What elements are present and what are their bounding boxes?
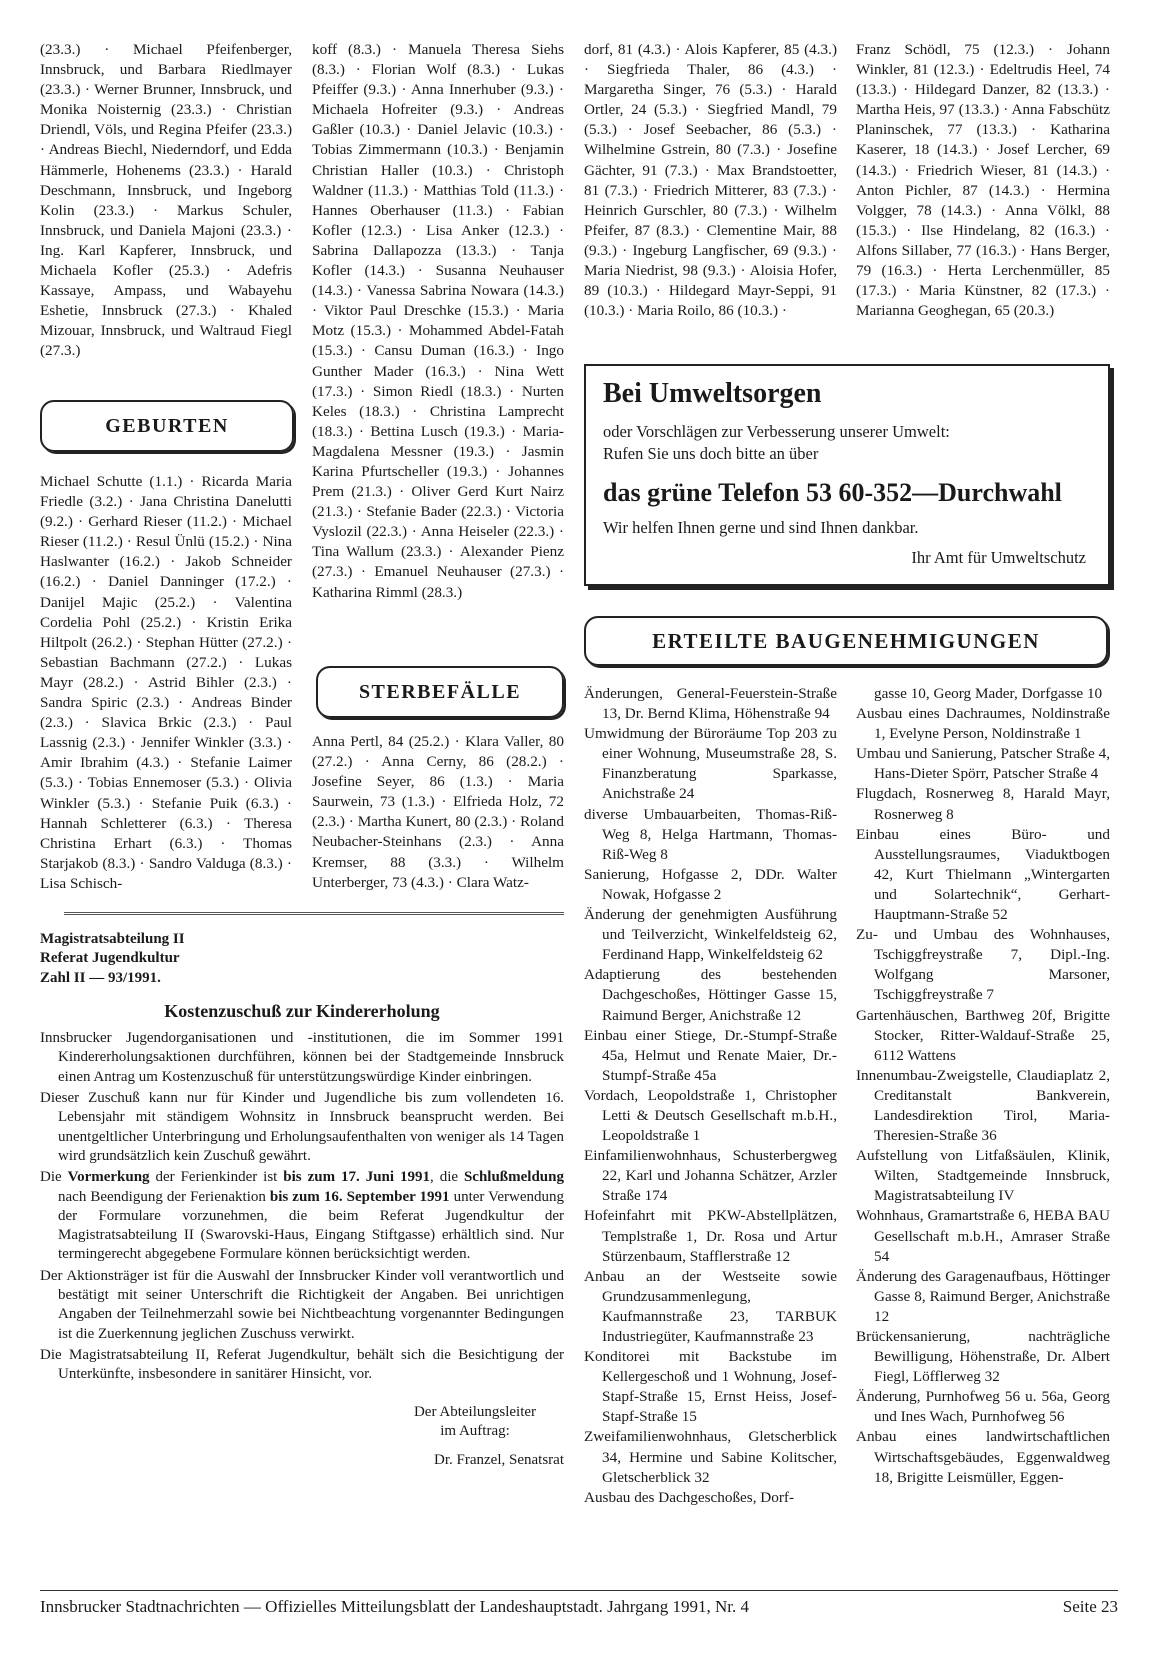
permit-entry: Gartenhäuschen, Barthweg 20f, Brigitte Stocker, Ritter-Waldauf-Straße 25, 6112 Wattens — [856, 1006, 1110, 1064]
notice-divider — [64, 912, 564, 915]
notice-block — [40, 930, 564, 1470]
baugenehmigungen-heading-text: ERTEILTE BAUGENEHMIGUNGEN — [652, 629, 1040, 653]
permit-entry: Wohnhaus, Gramartstraße 6, HEBA BAU Gesellschaft m.b.H., Amraser Straße 54 — [856, 1207, 1110, 1265]
permit-entry: Zweifamilienwohnhaus, Gletscherblick 34, Hermine und Sabine Kolitscher, Gletscherblick 32 — [584, 1428, 837, 1486]
permit-entry: Flugdach, Rosnerweg 8, Harald Mayr, Rosnerweg 8 — [856, 785, 1110, 823]
umwelt-phone: das grüne Telefon 53 60-352—Durchwahl — [603, 478, 1062, 507]
baugenehmigungen-heading — [584, 616, 1108, 666]
permit-entry: Änderung der genehmigten Ausführung und Teilverzicht, Winkelfeldsteig 62, Ferdinand Happ, Winkelfeldsteig 62 — [584, 906, 837, 964]
marriages-continued: (23.3.) · Michael Pfeifenberger, Innsbruck, und Barbara Riedlmayer (23.3.) · Werner Brunner, Innsbruck, und Monika Noisternig (23.3.) · Christian Driendl, Völs, und Regina Pfeifer (23.3.) · Andreas Biechl, Niederndorf, und Edda Hämmerle, Hohenems (23.3.) · Harald Deschmann, Innsbruck, und Ingeborg Kolin (23.3.) · Markus Schuler, Innsbruck, und Daniela Majoni (23.3.) · Ing. Karl Kapferer, Innsbruck, und Michaela Kofler (25.3.) · Adefris Kassaye, Ampass, und Wabayehu Eshetie, Innsbruck (27.3.) · Khaled Mizouar, Innsbruck, und Waltraud Fiegl (27.3.) — [40, 41, 292, 360]
notice-p3-bold: bis zum 16. September 1991 — [269, 1188, 450, 1205]
permit-entry: Einbau eines Büro- und Ausstellungsraumes, Viaduktbogen 42, Kurt Thielmann „Wintergarten und Solartechnik“, Gerhart-Hauptmann-Straße 52 — [856, 825, 1110, 924]
sterbefaelle-heading — [316, 666, 564, 718]
notice-signature-3: Dr. Franzel, Senatsrat — [434, 1452, 564, 1469]
sterbefaelle-column-2 — [312, 732, 564, 893]
notice-dept-1: Magistratsabteilung II — [40, 931, 185, 947]
page-footer — [40, 1590, 1118, 1617]
column-1 — [40, 40, 292, 362]
page-number: Seite 23 — [1062, 1597, 1118, 1616]
permit-entry: Adaptierung des bestehenden Dachgeschoßes, Höttinger Gasse 15, Raimund Berger, Anichstraße 12 — [584, 966, 837, 1024]
permit-entry: Änderungen, General-Feuerstein-Straße 13, Dr. Bernd Klima, Höhenstraße 94 — [584, 685, 837, 723]
sterbefaelle-column-3 — [584, 40, 837, 321]
umwelt-line-1: oder Vorschlägen zur Verbesserung unserer Umwelt: — [603, 422, 950, 441]
footer-text: Innsbrucker Stadtnachrichten — Offizielles Mitteilungsblatt der Landeshauptstadt. Jahrgang 1991, Nr. 4 — [40, 1597, 749, 1616]
notice-signature — [410, 1403, 540, 1442]
baugenehmigungen-column-4 — [856, 684, 1110, 1488]
deaths-list-part-3: Franz Schödl, 75 (12.3.) · Johann Winkler, 81 (12.3.) · Edeltrudis Heel, 74 (13.3.) · Hildegard Danzer, 82 (13.3.) · Martha Heis, 97 (13.3.) · Anna Fabschütz Planinschek, 77 (13.3.) · Katharina Kaserer, 18 (14.3.) · Josef Lercher, 69 (14.3.) · Friedrich Wieser, 81 (14.3.) · Anton Pichler, 87 (14.3.) · Hermina Volgger, 78 (14.3.) · Anna Völkl, 88 (15.3.) · Ilse Hindelang, 82 (16.3.) · Alfons Sillaber, 77 (16.3.) · Hans Berger, 79 (16.3.) · Herta Lerchenmüller, 85 (17.3.) · Maria Künstner, 82 (17.3.) · Marianna Geoghegan, 65 (20.3.) — [856, 41, 1110, 320]
umwelt-signature: Ihr Amt für Umweltschutz — [911, 548, 1086, 567]
geburten-column-1 — [40, 472, 292, 894]
permit-entry: Anbau an der Westseite sowie Grundzusammenlegung, Kaufmannstraße 23, TARBUK Industriegüter, Kaufmannstraße 23 — [584, 1267, 837, 1345]
notice-p3-text: , die — [430, 1169, 464, 1186]
notice-paragraph-1: Innsbrucker Jugendorganisationen und -institutionen, die im Sommer 1991 Kindererholungsaktionen durchführen, können bei der Stadtgemeinde Innsbruck einen Antrag um Kostenzuschuß für unterstützungswürdige Kinder einbringen. — [40, 1030, 564, 1085]
notice-paragraph-2: Dieser Zuschuß kann nur für Kinder und Jugendliche bis zum vollendeten 16. Lebensjahr mit ständigem Wohnsitz in Innsbruck beansprucht werden. Bei unentgeltlicher Unterbringung und Erholungsaufenthalten von weniger als 14 Tagen wird grundsätzlich kein Zuschuß gewährt. — [40, 1090, 564, 1164]
umwelt-title: Bei Umweltsorgen — [603, 378, 822, 409]
permit-entry: Brückensanierung, nachträgliche Bewilligung, Höhenstraße, Dr. Albert Fiegl, Löfflerweg 32 — [856, 1328, 1110, 1386]
permit-entry: Änderung des Garagenaufbaus, Höttinger Gasse 8, Raimund Berger, Anichstraße 12 — [856, 1267, 1110, 1325]
geburten-column-2 — [312, 40, 564, 603]
permit-entry: Innenumbau-Zweigstelle, Claudiaplatz 2, Creditanstalt Bankverein, Landesdirektion Tirol, Maria-Theresien-Straße 36 — [856, 1066, 1110, 1145]
permit-entry-continued: gasse 10, Georg Mader, Dorfgasse 10 — [874, 685, 1103, 702]
geburten-heading-text: GEBURTEN — [105, 415, 229, 437]
permit-entry: Änderung, Purnhofweg 56 u. 56a, Georg und Ines Wach, Purnhofweg 56 — [856, 1388, 1110, 1426]
notice-signature-2: im Auftrag: — [440, 1422, 510, 1439]
umwelt-line-3: Wir helfen Ihnen gerne und sind Ihnen dankbar. — [603, 518, 919, 537]
notice-title: Kostenzuschuß zur Kindererholung — [164, 1000, 440, 1021]
permit-entry: Einbau einer Stiege, Dr.-Stumpf-Straße 45a, Helmut und Renate Maier, Dr.-Stumpf-Straße 45a — [584, 1026, 837, 1084]
permit-entry: Umbau und Sanierung, Patscher Straße 4, Hans-Dieter Spörr, Patscher Straße 4 — [856, 745, 1110, 783]
permit-entry: Zu- und Umbau des Wohnhauses, Tschiggfreystraße 7, Dipl.-Ing. Wolfgang Marsoner, Tschiggfreystraße 7 — [856, 926, 1110, 1004]
deaths-list-part-1: Anna Pertl, 84 (25.2.) · Klara Valler, 80 (27.2.) · Anna Cerny, 86 (28.2.) · Josefine Seyer, 86 (1.3.) · Maria Saurwein, 73 (1.3.) · Elfrieda Holz, 72 (2.3.) · Martha Kunert, 80 (2.3.) · Roland Neubacher-Steinhans (2.3.) · Anna Kremser, 88 (3.3.) · Wilhelm Unterberger, 73 (4.3.) · Clara Watz- — [312, 733, 564, 891]
notice-p3-text: unter Verwendung der Formulare vorzunehmen, die beim Referat Jugendkultur der Magistratsabteilung II (Swarovski-Haus, Eingang Stiftgasse) erhältlich sind. Nur termingerecht abgegebene Formulare können berücksichtigt werden. — [58, 1188, 564, 1263]
notice-paragraph-4: Der Aktionsträger ist für die Auswahl der Innsbrucker Kinder voll verantwortlich und bestätigt mit seiner Unterschrift die Richtigkeit der Angaben. Bei unrichtigen Angaben der Teilnehmerzahl sowie bei Nichtbeachtung vorgenannter Bedingungen ist die Zuerkennung jeglichen Zuschuss verwirkt. — [40, 1267, 564, 1342]
permit-entry: Sanierung, Hofgasse 2, DDr. Walter Nowak, Hofgasse 2 — [584, 865, 837, 903]
sterbefaelle-heading-text: STERBEFÄLLE — [358, 681, 522, 703]
notice-dept-3: Zahl II — 93/1991. — [40, 969, 161, 986]
notice-signature-1: Der Abteilungsleiter — [413, 1403, 537, 1420]
permit-entry: Einfamilienwohnhaus, Schusterbergweg 22, Karl und Johanna Schätzer, Arzler Straße 174 — [584, 1147, 837, 1205]
notice-paragraph-5: Die Magistratsabteilung II, Referat Jugendkultur, behält sich die Besichtigung der Unterkünfte, insbesondere in sanitärer Hinsicht, vor. — [40, 1346, 564, 1383]
umwelt-line-2: Rufen Sie uns doch bitte an über — [603, 444, 819, 463]
permit-entry: Vordach, Leopoldstraße 1, Christopher Letti & Deutsch Gesellschaft m.b.H., Leopoldstraße 1 — [584, 1086, 837, 1145]
baugenehmigungen-column-3 — [584, 684, 837, 1508]
geburten-heading — [40, 400, 294, 452]
deaths-list-part-2: dorf, 81 (4.3.) · Alois Kapferer, 85 (4.3.) · Siegfrieda Thaler, 86 (4.3.) · Margaretha Singer, 76 (5.3.) · Harald Ortler, 24 (5.3.) · Siegfried Mandl, 79 (5.3.) · Josef Seebacher, 86 (5.3.) · Wilhelmine Gstrein, 80 (7.3.) · Josefine Gächter, 91 (7.3.) · Max Brandstoetter, 81 (7.3.) · Friedrich Mitterer, 83 (7.3.) · Heinrich Gurschler, 80 (7.3.) · Wilhelm Pfeifer, 87 (8.3.) · Clementine Mair, 88 (9.3.) · Ingeburg Langfischer, 69 (9.3.) · Maria Niedrist, 98 (9.3.) · Aloisia Hofer, 89 (10.3.) · Hildegard Mayr-Seppi, 91 (10.3.) · Maria Roilo, 86 (10.3.) · — [584, 41, 837, 320]
notice-p3-bold: Vormerkung — [67, 1169, 150, 1186]
notice-paragraph-3 — [40, 1168, 564, 1264]
permit-entry: Konditorei mit Backstube im Kellergeschoß und 1 Wohnung, Josef-Stapf-Straße 15, Ernst Heiss, Josef-Stapf-Straße 15 — [584, 1348, 837, 1426]
notice-p3-text: Die — [40, 1169, 68, 1186]
notice-p3-bold: Schlußmeldung — [463, 1169, 564, 1186]
notice-p3-text: nach Beendigung der Ferienaktion — [58, 1188, 270, 1205]
permit-entry: diverse Umbauarbeiten, Thomas-Riß-Weg 8, Helga Hartmann, Thomas-Riß-Weg 8 — [584, 805, 837, 863]
permit-entry: Ausbau eines Dachraumes, Noldinstraße 1, Evelyne Person, Noldinstraße 1 — [856, 705, 1110, 743]
permit-entry: Aufstellung von Litfaßsäulen, Klinik, Wilten, Stadtgemeinde Innsbruck, Magistratsabteilung IV — [856, 1147, 1110, 1205]
sterbefaelle-column-4 — [856, 40, 1110, 321]
births-list-part-1: Michael Schutte (1.1.) · Ricarda Maria Friedle (3.2.) · Jana Christina Danelutti (9.2.) · Gerhard Rieser (11.2.) · Michael Rieser (11.2.) · Resul Ünlü (15.2.) · Nina Haslwanter (16.2.) · Jakob Schneider (16.2.) · Daniel Danninger (17.2.) · Danijel Majic (25.2.) · Valentina Cordelia Pohl (25.2.) · Kristin Erika Hiltpolt (26.2.) · Stephan Hütter (27.2.) · Sebastian Bachmann (27.2.) · Lukas Mayr (28.2.) · Astrid Bihler (2.3.) · Sandra Spiric (2.3.) · Andreas Binder (2.3.) · Slavica Brkic (2.3.) · Paul Lassnig (2.3.) · Jennifer Winkler (3.3.) · Amir Ibrahim (4.3.) · Stefanie Laimer (5.3.) · Tobias Ennemoser (5.3.) · Olivia Winkler (5.3.) · Stefanie Puik (6.3.) · Hannah Schletterer (6.3.) · Theresa Christina Erhart (6.3.) · Thomas Starjakob (8.3.) · Sandro Valduga (8.3.) · Lisa Schisch- — [40, 473, 292, 892]
umwelt-callout — [584, 364, 1110, 586]
permit-entry: Ausbau des Dachgeschoßes, Dorf- — [584, 1488, 795, 1506]
permit-entry: Hofeinfahrt mit PKW-Abstellplätzen, Templstraße 1, Dr. Rosa und Artur Stürzenbaum, Stafflerstraße 12 — [584, 1207, 837, 1265]
notice-p3-text: der Ferienkinder ist — [149, 1169, 284, 1186]
permit-entry: Anbau eines landwirtschaftlichen Wirtschaftsgebäudes, Eggenwaldweg 18, Brigitte Leismüller, Eggen- — [856, 1428, 1110, 1486]
permit-entry: Umwidmung der Büroräume Top 203 zu einer Wohnung, Museumstraße 28, S. Finanzberatung Sparkasse, Anichstraße 24 — [584, 725, 837, 803]
notice-dept-2: Referat Jugendkultur — [40, 950, 180, 967]
births-list-part-2: koff (8.3.) · Manuela Theresa Siehs (8.3.) · Florian Wolf (8.3.) · Lukas Pfeiffer (9.3.) · Anna Innerhuber (9.3.) · Michaela Hofreiter (9.3.) · Andreas Gaßler (10.3.) · Daniel Jelavic (10.3.) · Tobias Zimmermann (10.3.) · Benjamin Christian Haller (10.3.) · Christoph Waldner (11.3.) · Matthias Told (11.3.) · Hannes Oberhauser (11.3.) · Fabian Kofler (12.3.) · Lisa Anker (12.3.) · Sabrina Dallapozza (13.3.) · Tanja Kofler (14.3.) · Susanna Neuhauser (14.3.) · Vanessa Sabrina Nowara (14.3.) · Viktor Paul Dreschke (15.3.) · Maria Motz (15.3.) · Mohammed Abdel-Fatah (15.3.) · Cansu Duman (16.3.) · Ingo Gunther Mader (16.3.) · Nina Wett (17.3.) · Simon Riedl (18.3.) · Nurten Keles (18.3.) · Christina Lamprecht (18.3.) · Bettina Lusch (19.3.) · Maria-Magdalena Messner (19.3.) · Jasmin Karina Pfurtscheller (19.3.) · Johannes Prem (21.3.) · Oliver Gerd Kurt Nairz (21.3.) · Stefanie Bader (22.3.) · Victoria Vyslozil (22.3.) · Anna Heiseler (22.3.) · Tina Wallum (23.3.) · Alexander Pienz (27.3.) · Emanuel Neuhauser (27.3.) · Katharina Rimml (28.3.) — [312, 41, 564, 601]
notice-p3-bold: bis zum 17. Juni 1991 — [283, 1169, 430, 1186]
